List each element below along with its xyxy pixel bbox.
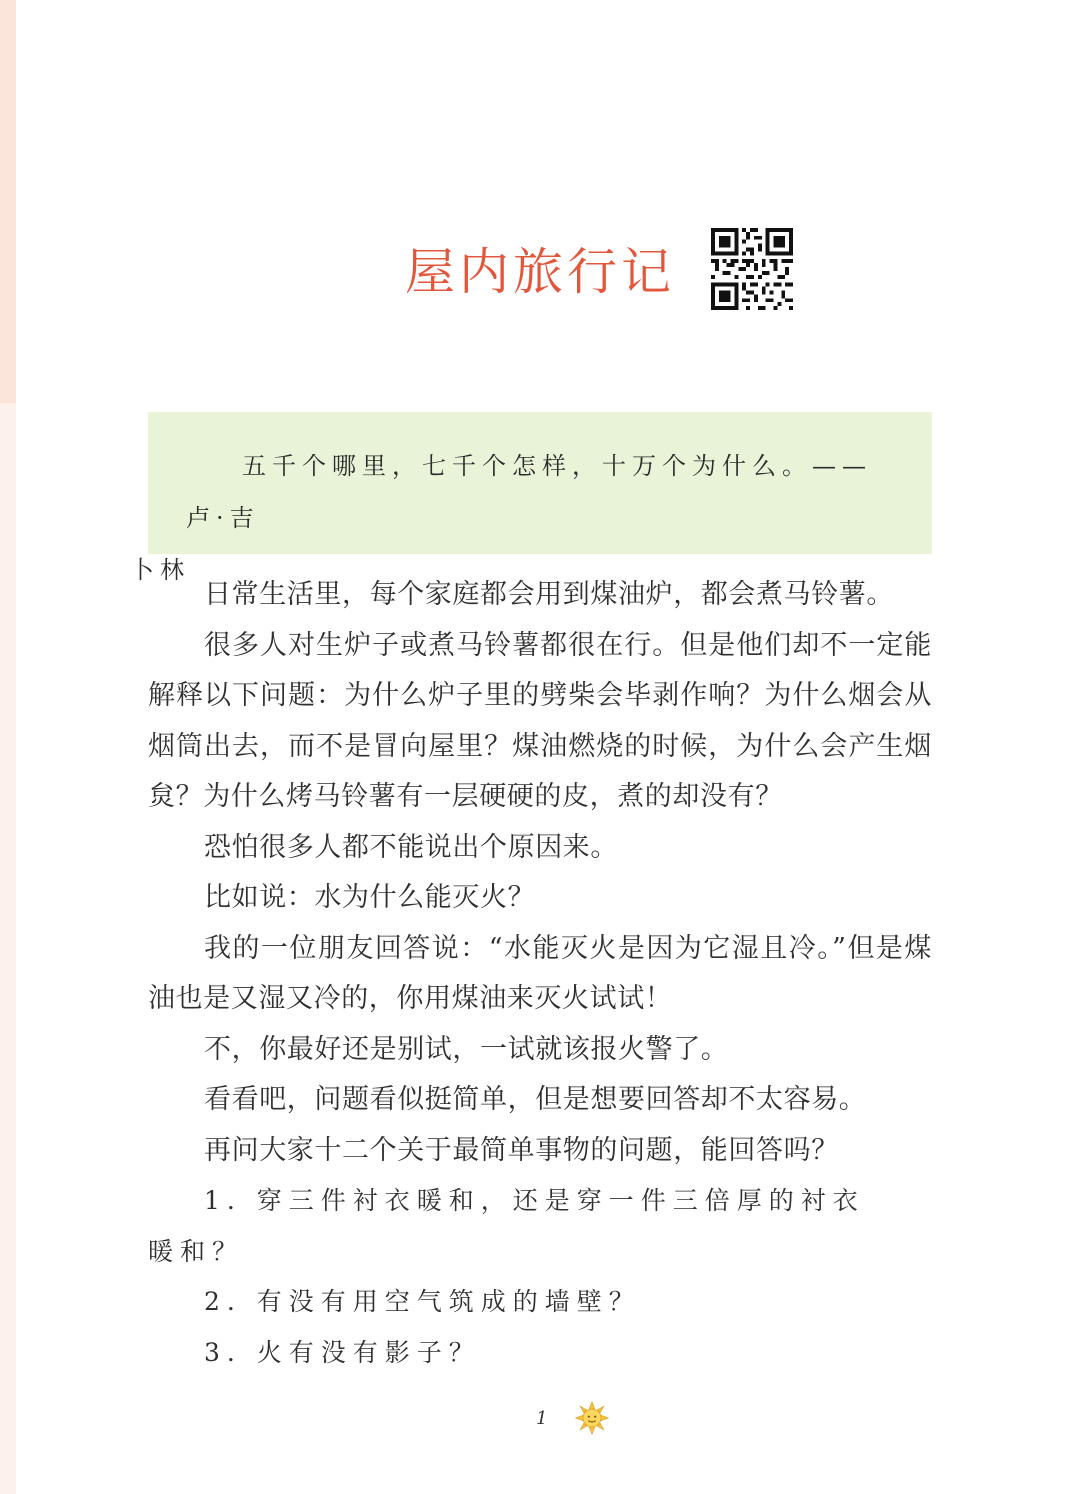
sun-icon	[574, 1400, 610, 1436]
paragraph-4: 比如说：水为什么能灭火？	[204, 882, 536, 913]
question-item-3	[148, 1328, 932, 1379]
paragraph-7: 看看吧，问题看似挺简单，但是想要回答却不太容易。	[204, 1084, 867, 1115]
qr-code-icon[interactable]	[710, 228, 794, 310]
paragraph-5: 我的一位朋友回答说：“水能灭火是因为它湿且冷。”但是煤油也是又湿又冷的，你用煤油来灭火试试！	[148, 932, 932, 1014]
question-item-1-line-1: 1. 穿三件衬衣暖和，还是穿一件三倍厚的衬衣	[204, 1186, 865, 1215]
question-item-3-text: 3. 火有没有影子？	[204, 1337, 481, 1367]
question-item-1-line-2: 暖和？	[148, 1236, 245, 1266]
page-number: 1	[536, 1408, 548, 1429]
paragraph-8: 再问大家十二个关于最简单事物的问题，能回答吗？	[204, 1134, 839, 1166]
epigraph-line-2: 卜林	[130, 556, 190, 584]
page-title: 屋内旅行记	[405, 243, 675, 301]
question-item-2-text: 2. 有没有用空气筑成的墙壁？	[204, 1287, 641, 1316]
paragraph-2: 很多人对生炉子或煮马铃薯都很在行。但是他们却不一定能解释以下问题：为什么炉子里的劈柴会毕剥作响？为什么烟会从烟筒出去，而不是冒向屋里？煤油燃烧的时候，为什么会产生烟炱？为什么烤马铃薯有一层硬硬的皮，煮的却没有？	[148, 629, 932, 812]
epigraph-box	[130, 412, 932, 584]
question-item-2	[148, 1277, 932, 1328]
body-text	[148, 570, 932, 1378]
paragraph-1: 日常生活里，每个家庭都会用到煤油炉，都会煮马铃薯。	[204, 579, 894, 610]
question-item-1	[148, 1176, 932, 1277]
epigraph-line-1: 五千个哪里，七千个怎样，十万个为什么。——卢·吉	[186, 452, 872, 532]
paragraph-3: 恐怕很多人都不能说出个原因来。	[204, 831, 618, 863]
paragraph-6: 不，你最好还是别试，一试就该报火警了。	[204, 1033, 729, 1065]
